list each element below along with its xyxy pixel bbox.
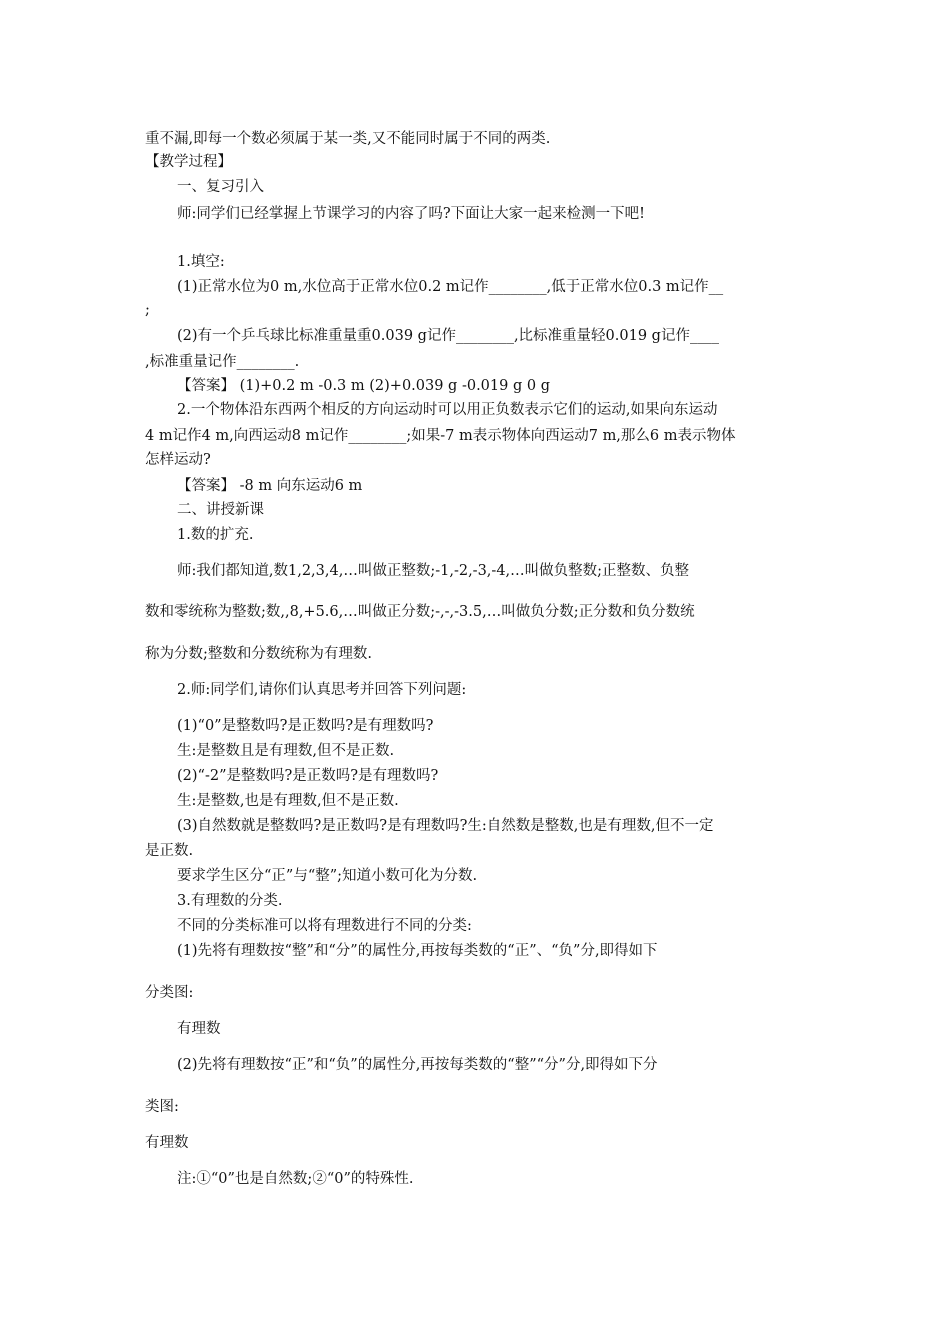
text-line: 重不漏,即每一个数必须属于某一类,又不能同时属于不同的两类. [145, 131, 551, 147]
text-line: 2.师:同学们,请你们认真思考并回答下列问题: [177, 682, 467, 698]
text-line: 1.填空: [177, 254, 225, 270]
text-line: (1)“0”是整数吗?是正数吗?是有理数吗? [177, 718, 434, 734]
answer-line: 【答案】 -8 m 向东运动6 m [177, 478, 363, 494]
diagram-label: 有理数 [177, 1021, 221, 1037]
section-subheading: 二、讲授新课 [177, 502, 264, 518]
text-line: ,标准重量记作________. [145, 354, 300, 370]
text-line: 师:同学们已经掌握上节课学习的内容了吗?下面让大家一起来检测一下吧! [177, 206, 645, 222]
text-line: 生:是整数且是有理数,但不是正数. [177, 743, 395, 759]
text-line: (2)有一个乒乓球比标准重量重0.039 g记作________,比标准重量轻0.019 g记作____ [177, 328, 719, 344]
text-line: ; [145, 302, 150, 318]
text-line: 生:是整数,也是有理数,但不是正数. [177, 793, 399, 809]
text-line: 类图: [145, 1099, 179, 1115]
diagram-label: 有理数 [145, 1135, 189, 1151]
text-line: 怎样运动? [145, 452, 211, 468]
text-line: 2.一个物体沿东西两个相反的方向运动时可以用正负数表示它们的运动,如果向东运动 [177, 402, 718, 418]
text-line: 不同的分类标准可以将有理数进行不同的分类: [177, 918, 472, 934]
text-line: 3.有理数的分类. [177, 893, 283, 909]
text-line: 师:我们都知道,数1,2,3,4,…叫做正整数;-1,-2,-3,-4,…叫做负整数;正整数、负整 [177, 563, 690, 579]
text-line: 数和零统称为整数;数,,8,+5.6,…叫做正分数;-,-,-3.5,…叫做负分数;正分数和负分数统 [145, 604, 695, 620]
text-line: 称为分数;整数和分数统称为有理数. [145, 646, 372, 662]
text-line: (1)正常水位为0 m,水位高于正常水位0.2 m记作________,低于正常水位0.3 m记作__ [177, 279, 724, 295]
text-line: 4 m记作4 m,向西运动8 m记作________;如果-7 m表示物体向西运动7 m,那么6 m表示物体 [145, 428, 736, 444]
note-line: 注:①“0”也是自然数;②“0”的特殊性. [177, 1171, 414, 1187]
text-line: (2)“-2”是整数吗?是正数吗?是有理数吗? [177, 768, 439, 784]
section-subheading: 一、复习引入 [177, 179, 264, 195]
text-line: 分类图: [145, 985, 194, 1001]
section-heading: 【教学过程】 [145, 154, 232, 170]
text-line: (1)先将有理数按“整”和“分”的属性分,再按每类数的“正”、“负”分,即得如下 [177, 943, 658, 959]
answer-line: 【答案】 (1)+0.2 m -0.3 m (2)+0.039 g -0.019 g 0 g [177, 378, 550, 394]
text-line: 要求学生区分“正”与“整”;知道小数可化为分数. [177, 868, 478, 884]
text-line: (2)先将有理数按“正”和“负”的属性分,再按每类数的“整”“分”分,即得如下分 [177, 1057, 658, 1073]
text-line: 1.数的扩充. [177, 527, 254, 543]
text-line: (3)自然数就是整数吗?是正数吗?是有理数吗?生:自然数是整数,也是有理数,但不一定 [177, 818, 714, 834]
text-line: 是正数. [145, 843, 194, 859]
